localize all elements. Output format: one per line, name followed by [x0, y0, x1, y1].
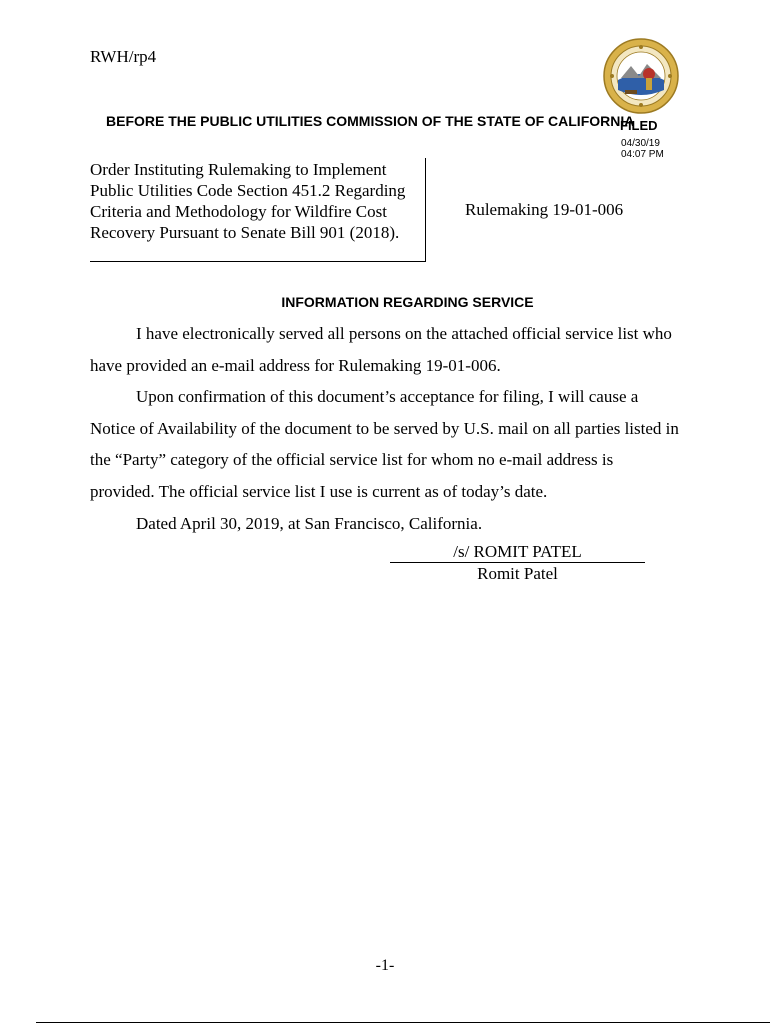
- filed-stamp-time: 04:07 PM: [621, 149, 664, 160]
- footer-divider: [36, 1022, 770, 1023]
- court-title: BEFORE THE PUBLIC UTILITIES COMMISSION OF THE STATE OF CALIFORNIA: [106, 113, 635, 129]
- document-body: [90, 318, 680, 539]
- body-paragraph: Dated April 30, 2019, at San Francisco, California.: [136, 513, 483, 533]
- caption-line: Recovery Pursuant to Senate Bill 901 (2018).: [90, 223, 400, 242]
- filed-stamp-date: 04/30/19: [621, 138, 660, 149]
- proceeding-number: Rulemaking 19-01-006: [465, 200, 624, 219]
- caption-line: Order Instituting Rulemaking to Implement: [90, 160, 387, 179]
- body-paragraph: Upon confirmation of this document’s acceptance for filing, I will cause a Notice of Availability of the document to be served by U.S. mail on all parties listed in the “Party” category of the official service list for whom no e-mail address is provided. The official service list I use is current as of today’s date.: [90, 387, 679, 501]
- caption-line: Criteria and Methodology for Wildfire Cost: [90, 202, 387, 221]
- signature-line: /s/ ROMIT PATEL: [390, 542, 645, 563]
- section-title: INFORMATION REGARDING SERVICE: [281, 294, 534, 310]
- cpuc-seal-icon: [603, 38, 679, 114]
- body-paragraph: I have electronically served all persons on the attached official service list who have provided an e-mail address for Rulemaking 19-01-006.: [90, 324, 672, 375]
- filed-stamp-label: FILED: [620, 118, 658, 133]
- caption-line: Public Utilities Code Section 451.2 Regarding: [90, 181, 406, 200]
- page-number: -1-: [375, 957, 395, 974]
- case-caption-text: [90, 159, 424, 243]
- document-reference: RWH/rp4: [90, 47, 157, 66]
- signer-name: Romit Patel: [477, 564, 558, 583]
- case-caption-box: [90, 158, 426, 262]
